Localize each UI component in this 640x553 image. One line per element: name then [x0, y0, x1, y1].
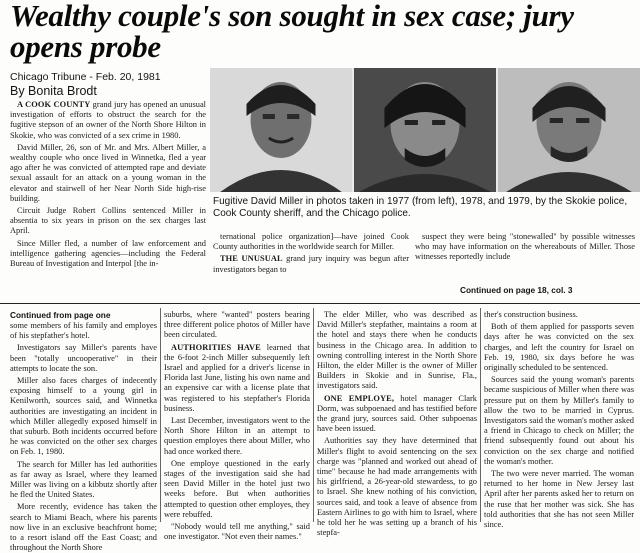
paragraph-text: The elder Miller, who was described as David Miller's stepfather, maintains a room at the hotel and stays there when he conducts business in the Chicago area. In addition to owning controlling interest in the North Shore Hilton, the elder Miller is the owner of Miller Builders in Skokie and in Sunrise, Fla., investigators said.: [317, 310, 477, 391]
paragraph: [10, 321, 157, 341]
paragraph-text: Miller also faces charges of indecently exposing himself to a young girl in Kenilworth, sources said, and Winnetka authorities are investigating an incident in which Miller allegedly exposed himself in that suburb. Both incidents occurred before he was convicted on the other sex charges on Feb. 1, 1980.: [10, 376, 157, 457]
paragraph-text: ther's construction business.: [484, 310, 578, 319]
headline: Wealthy couple's son sought in sex case; jury opens probe: [10, 0, 574, 64]
paragraph-lead-in: THE UNUSUAL: [220, 254, 283, 264]
paragraph-text: Sources said the young woman's parents became suspicious of Miller when there was pressure put on them by Miller's family to allow the two to be married in Cyprus. Investigators said the woman's mother asked a friend in Chicago to check on Miller; the friend subsequently found out about his conviction on the sex charge and notified the woman's mother.: [484, 375, 634, 466]
paragraph-text: David Miller, 26, son of Mr. and Mrs. Albert Miller, a wealthy couple who once lived in Winnetka, fled a year ago after he was convicted of attempted rape and deviate sexual assault for an attack on a young woman in the elevator and stairwell of her Near North Side high-rise building.: [10, 142, 206, 203]
source-line: Chicago Tribune - Feb. 20, 1981: [10, 71, 161, 83]
paragraph-text: some members of his family and employes of his stepfather's hotel.: [10, 321, 157, 341]
continued-from-label: Continued from page one: [10, 310, 111, 320]
paragraph-text: Circuit Judge Robert Collins sentenced Miller in absentia to six years in prison on the sex charges last April.: [10, 206, 206, 236]
paragraph: [213, 232, 409, 252]
paragraph: [317, 394, 477, 435]
paragraph: [484, 375, 634, 467]
continued-on-label: Continued on page 18, col. 3: [460, 285, 573, 295]
paragraph-text: suburbs, where "wanted" posters bearing three different police photos of Miller have been circulated.: [164, 310, 310, 340]
section-divider: [0, 303, 640, 304]
paragraph-text: Investigators say Miller's parents have been "totally uncooperative" in their attempts to locate the son.: [10, 343, 157, 373]
paragraph: [10, 343, 157, 374]
paragraph: [10, 143, 206, 204]
article-column-top-3: [415, 232, 635, 263]
paragraph-text: The search for Miller has led authorities as far away as Israel, where they learned Miller was living on a kibbutz shortly after he fled the United States.: [10, 459, 157, 500]
paragraph-text: Authorities say they have determined that Miller's flight to avoid sentencing on the sex charge was "planned and worked out ahead of time" because he had made arrangements with his girlfriend, a 26-year-old stewardess, to go to Israel. She knew nothing of his conviction, sources said, and took a leave of absence from Eastern Airlines to go with him to Israel, where he told her he was setting up a branch of his stepfa-: [317, 436, 477, 538]
paragraph: [10, 376, 157, 458]
paragraph-text: hotel manager Clark Dorm, was subpoenaed and has testified before the grand jury, sources said. Other subpoenas have been issued.: [317, 393, 477, 434]
article-column-bottom-2: [164, 310, 310, 542]
article-column-bottom-3: [317, 310, 477, 538]
mugshot-photo-1978: [354, 68, 496, 192]
paragraph-text: Both of them applied for passports seven days after he was convicted on the sex charges, and left the country for Israel on Feb. 19, 1980, six days before he was originally scheduled to be sentenced.: [484, 322, 634, 373]
article-column-bottom-1: [10, 321, 157, 553]
paragraph: [317, 310, 477, 392]
paragraph: [164, 310, 310, 341]
paragraph-lead-in: A COOK COUNTY: [17, 100, 91, 109]
paragraph-lead-in: AUTHORITIES HAVE: [171, 342, 261, 352]
paragraph-text: learned that the 6-foot 2-inch Miller subsequently left Israel and applied for a driver's license in Florida last June, listing his own name and an expensive car with a license plate that was registered to his stepfather's Florida business.: [164, 342, 310, 413]
paragraph: [10, 206, 206, 237]
paragraph-text: "Nobody would tell me anything," said one investigator. "Not even their names.": [164, 522, 310, 542]
paragraph: [10, 460, 157, 501]
article-column-top-2: [213, 232, 409, 275]
column-rule: [480, 308, 481, 522]
paragraph: [10, 100, 206, 141]
paragraph-lead-in: ONE EMPLOYE,: [324, 393, 395, 403]
paragraph-text: grand jury has opened an unusual investigation of efforts to obstruct the search for the fugitive stepson of an owner of the North Shore Hilton in Skokie, who was convicted of a sex crime in 1980.: [10, 100, 206, 140]
paragraph-text: One employe questioned in the early stages of the investigation said she had seen David Miller in the hotel just two weeks before. But when authorities attempted to question other employes, they were rebuffed.: [164, 458, 310, 519]
photo-caption: Fugitive David Miller in photos taken in 1977 (from left), 1978, and 1979, by the Skokie police, Cook County sheriff, and the Chicago police.: [213, 196, 628, 219]
paragraph: [484, 469, 634, 530]
paragraph-text: The two were never married. The woman returned to her home in New Jersey last April after her parents asked her to return on the ruse that her mother was sick. She has told authorities that she has not seen Miller since.: [484, 469, 634, 530]
mugshot-photo-1977: [210, 68, 352, 192]
mugshot-photo-1979: [498, 68, 640, 192]
paragraph-text: Last December, investigators went to the North Shore Hilton in an attempt to question employes there about Miller, who had once worked there.: [164, 416, 310, 456]
paragraph: [164, 522, 310, 542]
paragraph: [317, 436, 477, 538]
article-column-top-1: [10, 100, 206, 269]
paragraph: [164, 343, 310, 414]
paragraph-text: suspect they were being "stonewalled" by possible witnesses who may have information on the whereabouts of Miller. Those witnesses reportedly include: [415, 232, 635, 262]
paragraph-text: More recently, evidence has taken the search to Miami Beach, where his parents now live in an exclusive beachfront home; to a resort island off the East Coast; and throughout the North Shore: [10, 502, 157, 553]
column-rule: [160, 308, 161, 522]
paragraph: [10, 239, 206, 270]
paragraph-text: ternational police organization]—have joined Cook County authorities in the worldwide search for Miller.: [213, 232, 409, 252]
paragraph: [213, 254, 409, 274]
paragraph: [164, 459, 310, 520]
paragraph: [164, 416, 310, 457]
column-rule: [313, 308, 314, 522]
paragraph: [10, 502, 157, 553]
paragraph-text: Since Miller fled, a number of law enforcement and intelligence gathering agencies—including the Federal Bureau of Investigation and Interpol [the in-: [10, 238, 206, 269]
byline: By Bonita Brodt: [10, 84, 97, 98]
paragraph: [484, 322, 634, 373]
photo-strip: [210, 68, 640, 192]
article-column-bottom-4: [484, 310, 634, 530]
paragraph: [415, 232, 635, 263]
paragraph: [484, 310, 634, 320]
paragraph-text: grand jury inquiry was begun after investigators began to: [213, 254, 409, 274]
